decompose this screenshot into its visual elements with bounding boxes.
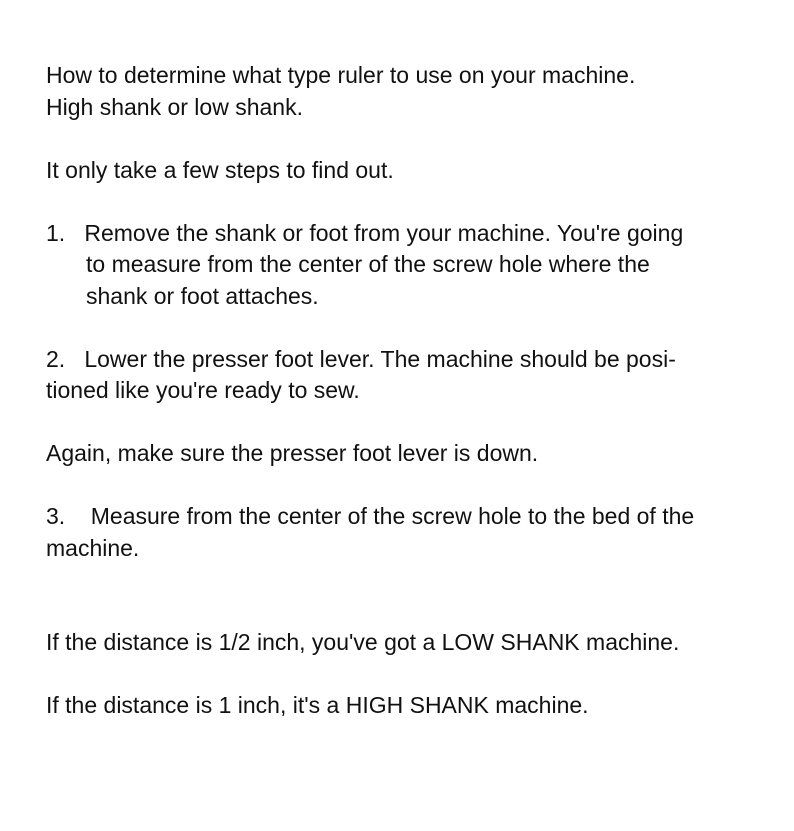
spacer xyxy=(46,564,766,627)
spacer xyxy=(46,186,766,218)
result-low-shank: If the distance is 1/2 inch, you've got a LOW SHANK machine. xyxy=(46,629,680,655)
step-1-line-3: shank or foot attaches. xyxy=(86,282,319,309)
step-3-line-2: machine. xyxy=(46,534,140,561)
spacer xyxy=(46,123,766,155)
step-3-line-1: 3. Measure from the center of the screw hole to the bed of the xyxy=(46,503,695,529)
intro-line-2: High shank or low shank. xyxy=(46,93,303,120)
document-body xyxy=(46,60,766,722)
spacer xyxy=(46,407,766,439)
spacer xyxy=(46,659,766,691)
lead-text: It only take a few steps to find out. xyxy=(46,156,394,183)
result-high-shank: If the distance is 1 inch, it's a HIGH SHANK machine. xyxy=(46,692,589,718)
reminder-text: Again, make sure the presser foot lever is down. xyxy=(46,440,539,466)
spacer xyxy=(46,470,766,502)
step-2-line-2: tioned like you're ready to sew. xyxy=(46,377,360,403)
step-1-line-2: to measure from the center of the screw hole where the xyxy=(86,251,650,277)
intro-line-1: How to determine what type ruler to use on your machine. xyxy=(46,62,636,88)
step-2-line-1: 2. Lower the presser foot lever. The machine should be posi- xyxy=(46,345,676,372)
step-1-line-1: 1. Remove the shank or foot from your machine. You're going xyxy=(46,219,684,246)
spacer xyxy=(46,312,766,344)
